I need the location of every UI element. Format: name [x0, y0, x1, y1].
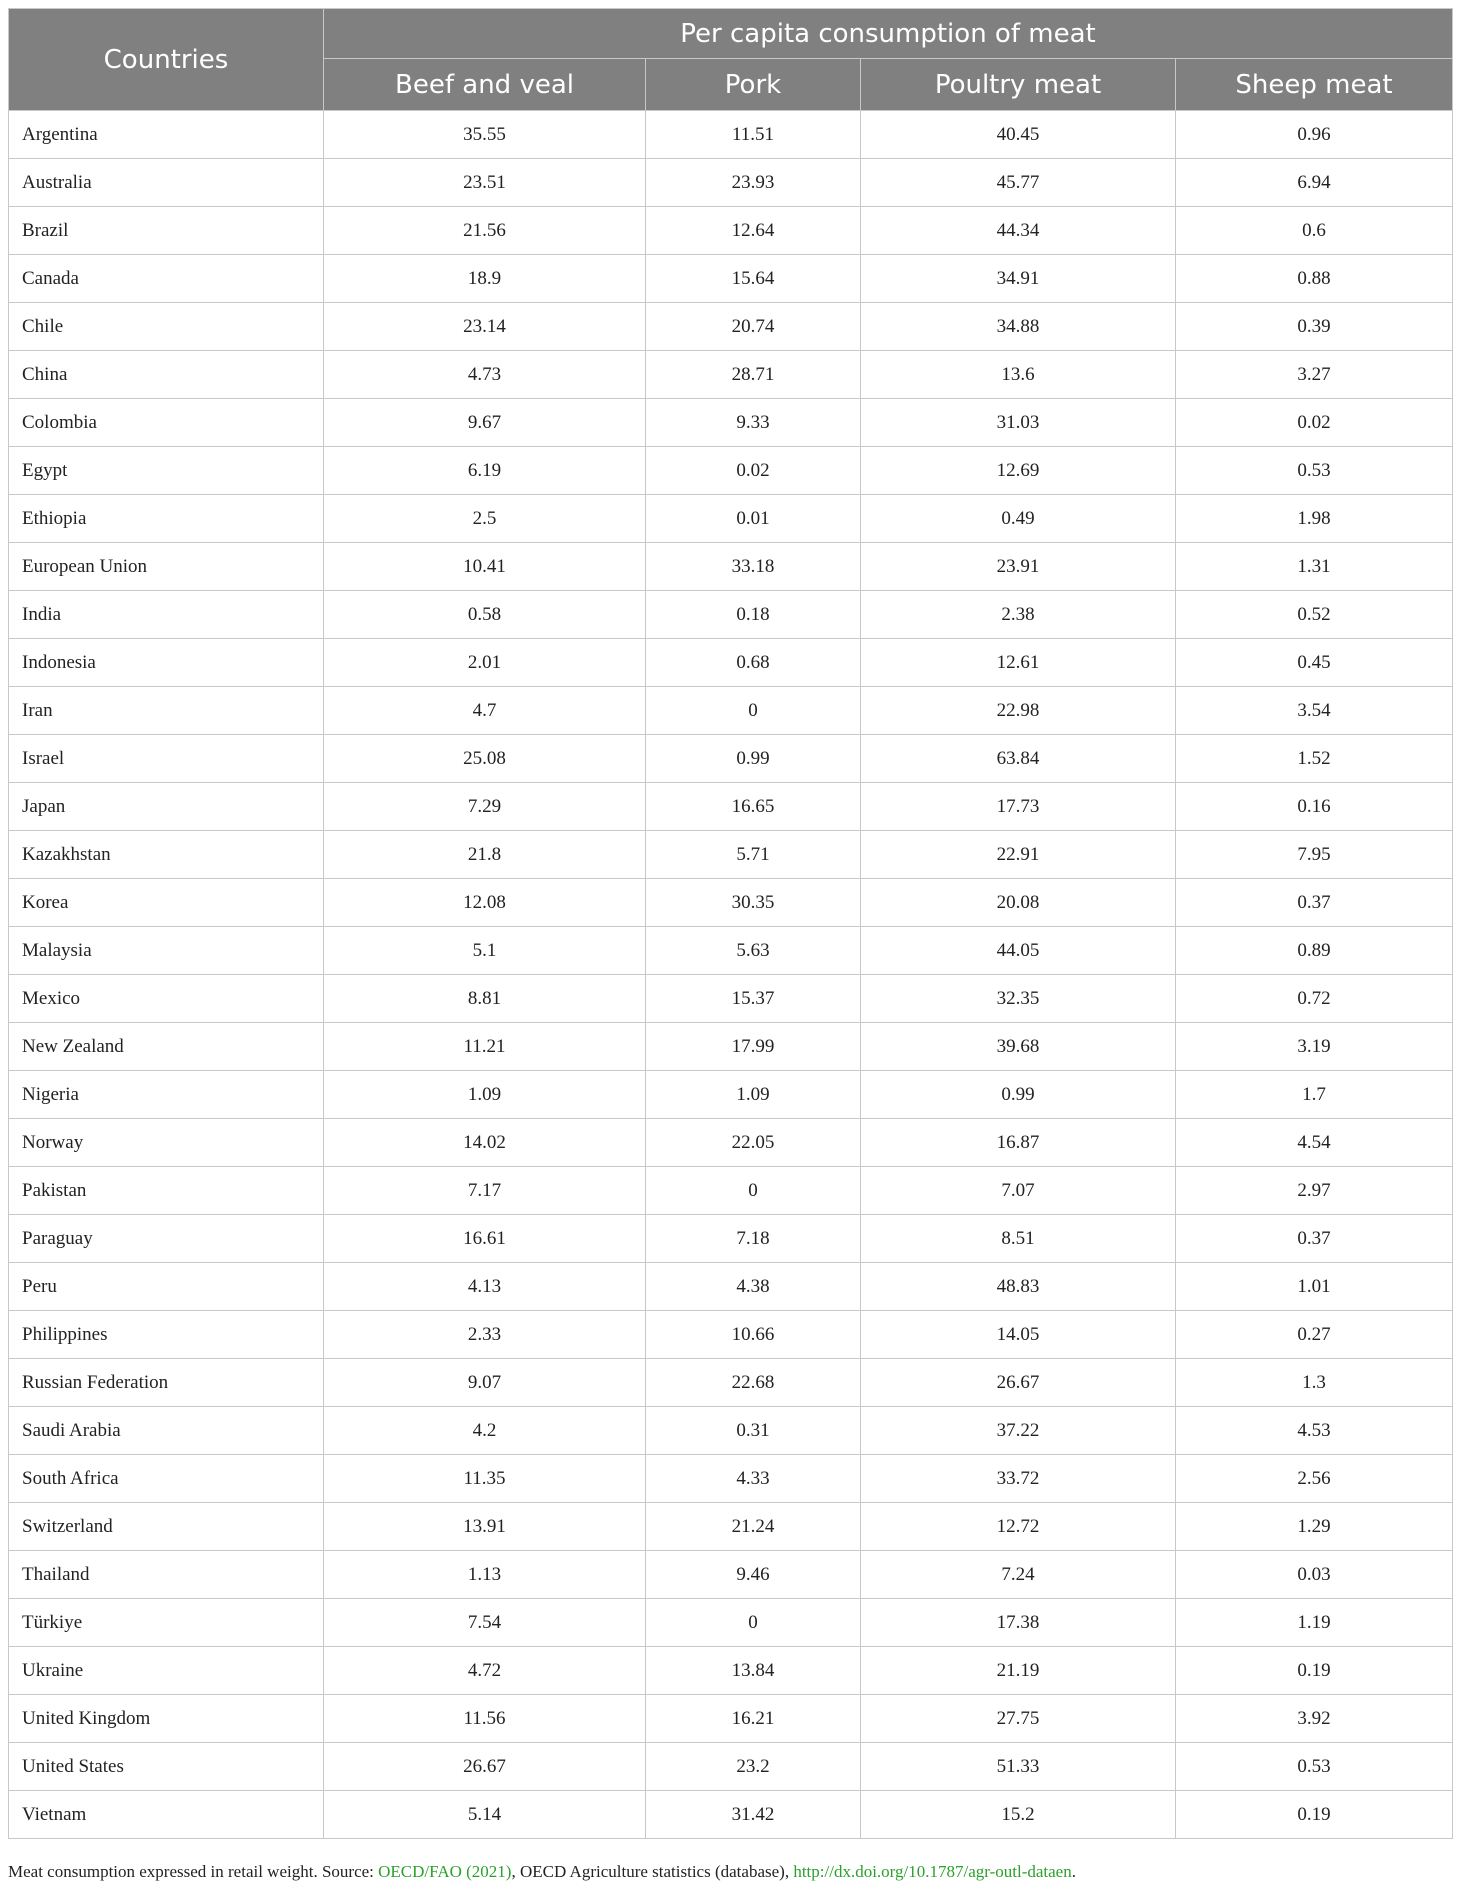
- cell-country: Nigeria: [9, 1071, 324, 1119]
- cell-value: 0: [646, 1599, 861, 1647]
- cell-value: 1.52: [1176, 735, 1453, 783]
- cell-value: 3.27: [1176, 351, 1453, 399]
- table-row: [9, 1311, 1453, 1359]
- cell-value: 2.56: [1176, 1455, 1453, 1503]
- cell-country: Vietnam: [9, 1791, 324, 1839]
- cell-value: 2.97: [1176, 1167, 1453, 1215]
- cell-value: 8.51: [861, 1215, 1176, 1263]
- cell-value: 15.37: [646, 975, 861, 1023]
- cell-value: 4.2: [324, 1407, 646, 1455]
- cell-value: 23.91: [861, 543, 1176, 591]
- cell-value: 0.68: [646, 639, 861, 687]
- table-row: [9, 1167, 1453, 1215]
- cell-country: Norway: [9, 1119, 324, 1167]
- cell-value: 34.91: [861, 255, 1176, 303]
- table-row: [9, 1551, 1453, 1599]
- footnote: [8, 1862, 1076, 1882]
- cell-value: 16.21: [646, 1695, 861, 1743]
- cell-value: 23.14: [324, 303, 646, 351]
- cell-value: 1.7: [1176, 1071, 1453, 1119]
- cell-value: 7.18: [646, 1215, 861, 1263]
- cell-value: 1.98: [1176, 495, 1453, 543]
- cell-value: 21.19: [861, 1647, 1176, 1695]
- cell-value: 30.35: [646, 879, 861, 927]
- cell-value: 0.18: [646, 591, 861, 639]
- cell-value: 5.71: [646, 831, 861, 879]
- table-row: [9, 687, 1453, 735]
- cell-value: 32.35: [861, 975, 1176, 1023]
- table-row: [9, 975, 1453, 1023]
- footnote-middle: , OECD Agriculture statistics (database),: [511, 1862, 794, 1881]
- cell-value: 0.01: [646, 495, 861, 543]
- cell-value: 39.68: [861, 1023, 1176, 1071]
- cell-value: 7.29: [324, 783, 646, 831]
- cell-country: Thailand: [9, 1551, 324, 1599]
- cell-value: 0.99: [646, 735, 861, 783]
- cell-value: 2.5: [324, 495, 646, 543]
- cell-value: 7.07: [861, 1167, 1176, 1215]
- cell-country: China: [9, 351, 324, 399]
- cell-value: 0.37: [1176, 879, 1453, 927]
- cell-value: 4.13: [324, 1263, 646, 1311]
- table-row: [9, 351, 1453, 399]
- cell-value: 33.18: [646, 543, 861, 591]
- cell-value: 40.45: [861, 111, 1176, 159]
- cell-value: 45.77: [861, 159, 1176, 207]
- cell-value: 0.31: [646, 1407, 861, 1455]
- header-beef-and-veal: Beef and veal: [324, 59, 646, 111]
- cell-country: Russian Federation: [9, 1359, 324, 1407]
- cell-value: 0.03: [1176, 1551, 1453, 1599]
- cell-value: 1.09: [324, 1071, 646, 1119]
- cell-value: 23.2: [646, 1743, 861, 1791]
- cell-value: 63.84: [861, 735, 1176, 783]
- cell-value: 5.14: [324, 1791, 646, 1839]
- cell-value: 7.24: [861, 1551, 1176, 1599]
- cell-value: 0.99: [861, 1071, 1176, 1119]
- cell-value: 7.17: [324, 1167, 646, 1215]
- cell-value: 27.75: [861, 1695, 1176, 1743]
- footnote-prefix: Meat consumption expressed in retail weight. Source:: [8, 1862, 379, 1881]
- footnote-suffix: .: [1071, 1862, 1076, 1881]
- cell-value: 16.65: [646, 783, 861, 831]
- cell-value: 3.54: [1176, 687, 1453, 735]
- cell-value: 33.72: [861, 1455, 1176, 1503]
- cell-value: 12.61: [861, 639, 1176, 687]
- cell-value: 20.08: [861, 879, 1176, 927]
- cell-value: 34.88: [861, 303, 1176, 351]
- cell-country: Canada: [9, 255, 324, 303]
- cell-value: 0.53: [1176, 1743, 1453, 1791]
- cell-value: 10.66: [646, 1311, 861, 1359]
- cell-country: Ethiopia: [9, 495, 324, 543]
- cell-value: 4.7: [324, 687, 646, 735]
- cell-country: Brazil: [9, 207, 324, 255]
- cell-country: New Zealand: [9, 1023, 324, 1071]
- cell-country: South Africa: [9, 1455, 324, 1503]
- cell-value: 25.08: [324, 735, 646, 783]
- cell-value: 35.55: [324, 111, 646, 159]
- cell-country: Australia: [9, 159, 324, 207]
- table-row: [9, 1503, 1453, 1551]
- table-row: [9, 495, 1453, 543]
- table-row: [9, 1407, 1453, 1455]
- cell-value: 9.07: [324, 1359, 646, 1407]
- table-container: [8, 8, 1452, 1839]
- cell-value: 11.51: [646, 111, 861, 159]
- cell-country: Switzerland: [9, 1503, 324, 1551]
- cell-country: Malaysia: [9, 927, 324, 975]
- table-row: [9, 735, 1453, 783]
- cell-value: 4.38: [646, 1263, 861, 1311]
- cell-value: 21.24: [646, 1503, 861, 1551]
- cell-value: 14.02: [324, 1119, 646, 1167]
- cell-country: Paraguay: [9, 1215, 324, 1263]
- cell-value: 0: [646, 687, 861, 735]
- table-row: [9, 1695, 1453, 1743]
- cell-value: 17.99: [646, 1023, 861, 1071]
- cell-value: 18.9: [324, 255, 646, 303]
- cell-value: 21.8: [324, 831, 646, 879]
- cell-country: Pakistan: [9, 1167, 324, 1215]
- cell-value: 44.34: [861, 207, 1176, 255]
- cell-value: 10.41: [324, 543, 646, 591]
- cell-country: Korea: [9, 879, 324, 927]
- cell-value: 0.16: [1176, 783, 1453, 831]
- table-row: [9, 783, 1453, 831]
- footnote-link-doi[interactable]: http://dx.doi.org/10.1787/agr-outl-dataen: [793, 1862, 1072, 1881]
- cell-value: 6.19: [324, 447, 646, 495]
- cell-country: Indonesia: [9, 639, 324, 687]
- header-group: Per capita consumption of meat: [324, 9, 1453, 59]
- cell-country: United Kingdom: [9, 1695, 324, 1743]
- cell-value: 3.92: [1176, 1695, 1453, 1743]
- cell-value: 13.84: [646, 1647, 861, 1695]
- cell-value: 9.33: [646, 399, 861, 447]
- cell-country: Saudi Arabia: [9, 1407, 324, 1455]
- cell-value: 0.39: [1176, 303, 1453, 351]
- table-row: [9, 639, 1453, 687]
- cell-value: 1.09: [646, 1071, 861, 1119]
- cell-country: Egypt: [9, 447, 324, 495]
- cell-value: 0.52: [1176, 591, 1453, 639]
- cell-value: 6.94: [1176, 159, 1453, 207]
- header-countries: Countries: [9, 9, 324, 111]
- cell-value: 11.56: [324, 1695, 646, 1743]
- cell-value: 0.89: [1176, 927, 1453, 975]
- table-body: [9, 111, 1453, 1839]
- table-row: [9, 447, 1453, 495]
- cell-country: United States: [9, 1743, 324, 1791]
- table-row: [9, 543, 1453, 591]
- footnote-link-oecd-fao[interactable]: OECD/FAO (2021): [378, 1862, 512, 1881]
- table-row: [9, 303, 1453, 351]
- cell-value: 4.33: [646, 1455, 861, 1503]
- cell-value: 0.53: [1176, 447, 1453, 495]
- cell-country: Iran: [9, 687, 324, 735]
- cell-value: 0.6: [1176, 207, 1453, 255]
- cell-value: 2.38: [861, 591, 1176, 639]
- cell-country: Chile: [9, 303, 324, 351]
- cell-value: 14.05: [861, 1311, 1176, 1359]
- cell-value: 0.96: [1176, 111, 1453, 159]
- cell-value: 22.98: [861, 687, 1176, 735]
- cell-value: 11.21: [324, 1023, 646, 1071]
- cell-value: 11.35: [324, 1455, 646, 1503]
- cell-value: 9.67: [324, 399, 646, 447]
- cell-value: 0.37: [1176, 1215, 1453, 1263]
- cell-country: Türkiye: [9, 1599, 324, 1647]
- cell-value: 0.19: [1176, 1791, 1453, 1839]
- cell-country: Kazakhstan: [9, 831, 324, 879]
- cell-value: 0.49: [861, 495, 1176, 543]
- table-row: [9, 255, 1453, 303]
- cell-value: 26.67: [324, 1743, 646, 1791]
- cell-value: 4.53: [1176, 1407, 1453, 1455]
- cell-country: Peru: [9, 1263, 324, 1311]
- cell-value: 12.72: [861, 1503, 1176, 1551]
- cell-value: 23.51: [324, 159, 646, 207]
- cell-value: 16.61: [324, 1215, 646, 1263]
- header-sheep-meat: Sheep meat: [1176, 59, 1453, 111]
- cell-value: 4.73: [324, 351, 646, 399]
- table-row: [9, 111, 1453, 159]
- cell-country: Argentina: [9, 111, 324, 159]
- table-row: [9, 159, 1453, 207]
- cell-value: 2.33: [324, 1311, 646, 1359]
- cell-value: 23.93: [646, 159, 861, 207]
- cell-value: 22.91: [861, 831, 1176, 879]
- cell-value: 1.19: [1176, 1599, 1453, 1647]
- cell-value: 15.2: [861, 1791, 1176, 1839]
- cell-value: 22.68: [646, 1359, 861, 1407]
- cell-value: 1.3: [1176, 1359, 1453, 1407]
- cell-value: 22.05: [646, 1119, 861, 1167]
- cell-value: 20.74: [646, 303, 861, 351]
- cell-value: 0.02: [1176, 399, 1453, 447]
- table-row: [9, 1071, 1453, 1119]
- cell-value: 31.03: [861, 399, 1176, 447]
- cell-value: 12.08: [324, 879, 646, 927]
- cell-value: 37.22: [861, 1407, 1176, 1455]
- table-row: [9, 1647, 1453, 1695]
- cell-country: Israel: [9, 735, 324, 783]
- cell-value: 3.19: [1176, 1023, 1453, 1071]
- table-row: [9, 1263, 1453, 1311]
- cell-value: 4.54: [1176, 1119, 1453, 1167]
- cell-value: 5.63: [646, 927, 861, 975]
- table-row: [9, 1215, 1453, 1263]
- cell-country: European Union: [9, 543, 324, 591]
- cell-value: 0.02: [646, 447, 861, 495]
- cell-value: 7.95: [1176, 831, 1453, 879]
- cell-value: 1.31: [1176, 543, 1453, 591]
- cell-country: Colombia: [9, 399, 324, 447]
- table-row: [9, 207, 1453, 255]
- cell-value: 13.91: [324, 1503, 646, 1551]
- table-row: [9, 1023, 1453, 1071]
- cell-value: 9.46: [646, 1551, 861, 1599]
- cell-value: 0.45: [1176, 639, 1453, 687]
- header-poultry-meat: Poultry meat: [861, 59, 1176, 111]
- cell-value: 12.64: [646, 207, 861, 255]
- table-row: [9, 591, 1453, 639]
- table-row: [9, 399, 1453, 447]
- cell-value: 13.6: [861, 351, 1176, 399]
- header-pork: Pork: [646, 59, 861, 111]
- cell-value: 0.88: [1176, 255, 1453, 303]
- table-row: [9, 1119, 1453, 1167]
- cell-value: 0.58: [324, 591, 646, 639]
- cell-value: 21.56: [324, 207, 646, 255]
- cell-value: 44.05: [861, 927, 1176, 975]
- cell-value: 51.33: [861, 1743, 1176, 1791]
- cell-value: 4.72: [324, 1647, 646, 1695]
- cell-country: Philippines: [9, 1311, 324, 1359]
- cell-country: India: [9, 591, 324, 639]
- cell-value: 17.73: [861, 783, 1176, 831]
- cell-country: Japan: [9, 783, 324, 831]
- table-row: [9, 879, 1453, 927]
- cell-value: 31.42: [646, 1791, 861, 1839]
- table-row: [9, 831, 1453, 879]
- cell-value: 0.19: [1176, 1647, 1453, 1695]
- cell-value: 28.71: [646, 351, 861, 399]
- table-row: [9, 1743, 1453, 1791]
- cell-value: 7.54: [324, 1599, 646, 1647]
- meat-consumption-table: [8, 8, 1453, 1839]
- table-row: [9, 1455, 1453, 1503]
- cell-value: 15.64: [646, 255, 861, 303]
- cell-value: 1.29: [1176, 1503, 1453, 1551]
- cell-value: 5.1: [324, 927, 646, 975]
- cell-value: 0: [646, 1167, 861, 1215]
- cell-country: Ukraine: [9, 1647, 324, 1695]
- cell-value: 1.13: [324, 1551, 646, 1599]
- cell-value: 17.38: [861, 1599, 1176, 1647]
- cell-value: 12.69: [861, 447, 1176, 495]
- cell-value: 16.87: [861, 1119, 1176, 1167]
- cell-value: 1.01: [1176, 1263, 1453, 1311]
- cell-value: 48.83: [861, 1263, 1176, 1311]
- cell-value: 0.27: [1176, 1311, 1453, 1359]
- cell-value: 26.67: [861, 1359, 1176, 1407]
- cell-value: 2.01: [324, 639, 646, 687]
- table-row: [9, 1599, 1453, 1647]
- table-row: [9, 1359, 1453, 1407]
- table-row: [9, 1791, 1453, 1839]
- table-row: [9, 927, 1453, 975]
- table-header: [9, 9, 1453, 111]
- cell-value: 0.72: [1176, 975, 1453, 1023]
- cell-country: Mexico: [9, 975, 324, 1023]
- cell-value: 8.81: [324, 975, 646, 1023]
